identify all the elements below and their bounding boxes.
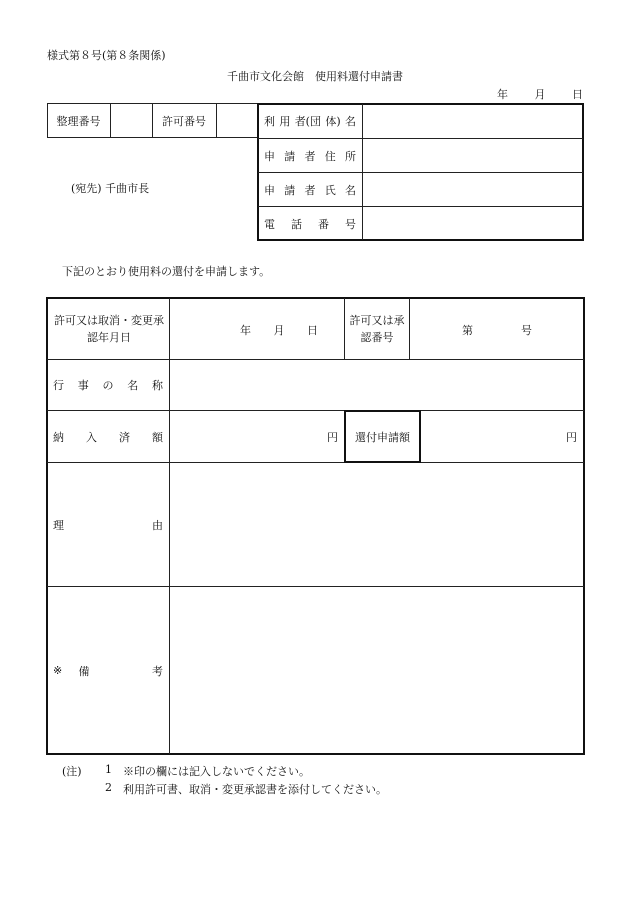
notes-heading: (注) <box>62 765 82 778</box>
date-month: 月 <box>534 88 546 101</box>
phone-number-label: 電 話 番 号 <box>264 217 356 231</box>
event-name-field[interactable] <box>171 361 583 409</box>
paid-amount-field[interactable] <box>171 411 343 462</box>
note-1-text: ※印の欄には記入しないでください。 <box>123 765 310 778</box>
refund-unit: 円 <box>566 430 577 444</box>
intro-text: 下記のとおり使用料の還付を申請します。 <box>62 265 271 278</box>
form-title: 千曲市文化会館 使用料還付申請書 <box>227 70 403 83</box>
form-number: 様式第８号(第８条関係) <box>47 49 166 62</box>
user-organization-field[interactable] <box>363 105 582 137</box>
note-2-number: 2 <box>105 781 112 794</box>
permit-no-field[interactable] <box>217 104 258 137</box>
permit-no-label: 許可番号 <box>162 114 206 128</box>
applicant-name-field[interactable] <box>363 173 582 205</box>
paid-unit: 円 <box>327 430 338 444</box>
applicant-name-label: 申 請 者 氏 名 <box>264 183 356 197</box>
reference-no-field[interactable] <box>111 104 151 137</box>
permit-date-field[interactable]: 年 月 日 <box>240 324 318 337</box>
applicant-address-field[interactable] <box>363 139 582 171</box>
phone-number-field[interactable] <box>363 207 582 239</box>
date-day: 日 <box>572 88 583 101</box>
note-1-number: 1 <box>105 763 112 776</box>
note-2-text: 利用許可書、取消・変更承認書を添付してください。 <box>123 783 387 796</box>
remarks-label: ※ 備 考 <box>53 664 163 678</box>
permit-number-label: 許可又は承認番号 <box>349 313 405 344</box>
paid-amount-label: 納 入 済 額 <box>53 430 163 444</box>
reason-label: 理 由 <box>53 518 163 532</box>
event-name-label: 行 事 の 名 称 <box>53 379 163 392</box>
remarks-field[interactable] <box>171 588 583 753</box>
reason-field[interactable] <box>171 464 583 585</box>
reference-no-label: 整理番号 <box>56 114 101 128</box>
permit-date-label: 許可又は取消・変更承認年月日 <box>54 313 164 344</box>
date-year: 年 <box>497 88 508 101</box>
permit-number-field[interactable]: 第 号 <box>462 324 532 337</box>
refund-amount-label: 還付申請額 <box>344 410 421 463</box>
header-date <box>497 86 583 102</box>
addressee: (宛先) 千曲市長 <box>71 182 150 195</box>
refund-amount-field[interactable] <box>421 411 583 462</box>
user-organization-label: 利 用 者(団 体) 名 <box>264 115 356 128</box>
applicant-address-label: 申 請 者 住 所 <box>264 149 356 163</box>
